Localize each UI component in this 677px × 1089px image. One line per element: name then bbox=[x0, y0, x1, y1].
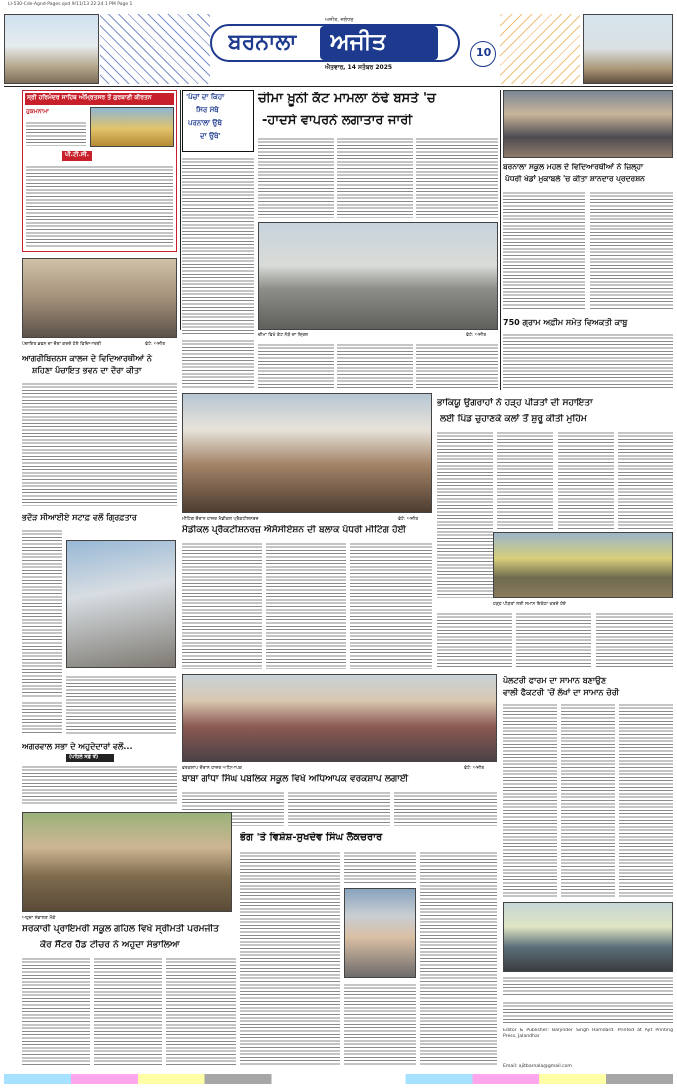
bku-body-7 bbox=[596, 611, 673, 669]
acres-body bbox=[503, 332, 673, 390]
school-body-2 bbox=[590, 190, 673, 310]
school-sports-photo bbox=[503, 90, 673, 158]
footer-notice bbox=[503, 1000, 673, 1024]
school-body-1 bbox=[503, 190, 585, 310]
poultry-photo bbox=[503, 902, 673, 972]
poultry-caption bbox=[503, 975, 673, 995]
baba-gandha-headline: ਬਾਬਾ ਗਾਂਧਾ ਸਿੰਘ ਪਬਲਿਕ ਸਕੂਲ ਵਿਖੇ ਅਧਿਆਪਕ ਵਰਕਸ਼ਾਪ ਲਗਾਈ bbox=[182, 774, 409, 784]
road-photo bbox=[258, 222, 498, 330]
poultry-headline-2: ਵਾਲੀ ਫੈਕਟਰੀ 'ਚੋਂ ਲੱਖਾਂ ਦਾ ਸਾਮਾਨ ਚੋਰੀ bbox=[503, 688, 620, 697]
baba-gandha-body-3 bbox=[394, 790, 497, 826]
bku-body-1 bbox=[437, 430, 493, 598]
page-number: 10 bbox=[476, 47, 492, 59]
bhadaur-photo bbox=[66, 540, 176, 668]
poultry-body-2 bbox=[561, 702, 615, 898]
medical-caption: ਮੀਟਿੰਗ ਦੌਰਾਨ ਹਾਜ਼ਰ ਮੈਡੀਕਲ ਪ੍ਰੈਕਟੀਸ਼ਨਰਜ਼ bbox=[182, 517, 259, 522]
govt-school-body-1 bbox=[22, 956, 90, 1066]
bku-photo bbox=[493, 532, 673, 598]
lead-headline-1: ਚੀਮਾ ਖ਼ੂਨੀ ਕੱਟ ਮਾਮਲਾ ਠੰਢੇ ਬਸਤੇ 'ਚ bbox=[258, 92, 436, 106]
agarwal-headline: ਅਗਰਵਾਲ ਸਭਾ ਦੇ ਅਹੁਦੇਦਾਰਾਂ ਵਲੋਂ... bbox=[22, 742, 133, 751]
center-quote-body bbox=[182, 156, 254, 334]
agribusiness-caption: ਪੰਚਾਇਤ ਭਵਨ ਦਾ ਦੌਰਾ ਕਰਦੇ ਹੋਏ ਵਿਦਿਆਰਥੀ bbox=[22, 342, 102, 347]
gurbani-box-heading: ਸ੍ਰੀ ਹਰਿਮੰਦਰ ਸਾਹਿਬ ਅੰਮ੍ਰਿਤਸਰ ਤੋਂ ਗੁਰਬਾਣੀ ਕੀਰਤਨ bbox=[25, 93, 174, 105]
golden-temple-photo bbox=[90, 107, 174, 147]
school-headline-2: ਪੱਧਰੀ ਖੇਡਾਂ ਮੁਕਾਬਲੇ 'ਚ ਕੀਤਾ ਸ਼ਾਨਦਾਰ ਪ੍ਰਦਰਸ਼ਨ bbox=[505, 175, 645, 183]
masthead-rule bbox=[4, 86, 673, 87]
school-headline-1: ਬਰਨਾਲਾ ਸਕੂਲ ਮਹਲ ਦੇ ਵਿਦਿਆਰਥੀਆਂ ਨੇ ਜ਼ਿਲ੍ਹਾ bbox=[503, 163, 644, 171]
acres-headline: 750 ਗ੍ਰਾਮ ਅਫ਼ੀਮ ਸਮੇਤ ਵਿਅਕਤੀ ਕਾਬੂ bbox=[503, 318, 628, 327]
agribusiness-headline-1: ਆਗਰੀਬਿਜ਼ਨਸ ਕਾਲਜ ਦੇ ਵਿਦਿਆਰਥੀਆਂ ਨੇ bbox=[22, 354, 152, 363]
bku-caption: ਹੜ੍ਹ ਪੀੜਤਾਂ ਲਈ ਸਮਾਨ ਇਕੱਠਾ ਕਰਦੇ ਹੋਏ bbox=[493, 602, 566, 607]
agribusiness-headline-2: ਸ਼ਹਿਣਾ ਪੰਚਾਇਤ ਭਵਨ ਦਾ ਦੌਰਾ ਕੀਤਾ bbox=[32, 366, 142, 375]
gurbani-box-subheading: ਹੁਕਮਨਾਮਾ bbox=[26, 109, 49, 115]
bku-headline-2: ਲਈ ਪਿੰਡ ਚੁਹਾਣਕੇ ਕਲਾਂ ਤੋਂ ਸ਼ੁਰੂ ਕੀਤੀ ਮੁਹਿੰਮ bbox=[440, 414, 587, 424]
footer-imprint: Editor & Publisher: Barjinder Singh Hamdard. Printed at Ajit Printing Press, Jalandhar bbox=[503, 1028, 673, 1040]
bku-body-5 bbox=[437, 611, 512, 669]
lead-body-6 bbox=[416, 342, 498, 388]
lead-body-4 bbox=[258, 342, 334, 388]
workshop-credit: ਫੋਟੋ: ਅਜੀਤ bbox=[464, 766, 485, 771]
medical-headline: ਮੈਡੀਕਲ ਪ੍ਰੈਕਟੀਸ਼ਨਰਜ਼ ਐਸੋਸੀਏਸ਼ਨ ਦੀ ਬਲਾਕ ਪੱਧਰੀ ਮੀਟਿੰਗ ਹੋਈ bbox=[182, 525, 407, 535]
bhadaur-body-left-2 bbox=[22, 700, 62, 734]
bhog-headline: ਭੋਗ 'ਤੇ ਵਿਸ਼ੇਸ਼-ਸੁਖਦੇਵ ਸਿੰਘ ਲੈਕਚਰਾਰ bbox=[240, 832, 383, 843]
gurbani-text bbox=[26, 164, 173, 248]
medical-credit: ਫੋਟੋ: ਅਜੀਤ bbox=[398, 517, 419, 522]
masthead-left-photo bbox=[4, 14, 99, 84]
masthead-pattern-right bbox=[500, 14, 580, 84]
masthead-title-right: ਅਜੀਤ bbox=[330, 29, 387, 55]
masthead-top-note: ਅਜੀਤ, ਜਲੰਧਰ bbox=[325, 17, 354, 23]
masthead-pattern bbox=[100, 14, 210, 84]
lead-body-2 bbox=[337, 136, 413, 218]
govt-school-headline-1: ਸਰਕਾਰੀ ਪ੍ਰਾਇਮਰੀ ਸਕੂਲ ਗਹਿਲ ਵਿਖੇ ਸ੍ਰੀਮਤੀ ਪਰਮਜੀਤ bbox=[22, 924, 219, 934]
govt-school-body-2 bbox=[94, 956, 162, 1066]
print-strip: LI-530-Cde-Agnd-Pages.qxd 9/11/13 22:24 1 PM Page 1 bbox=[8, 2, 133, 7]
center-quote-body-2 bbox=[182, 338, 254, 388]
center-quote-4: ਦਾ ਉਥੇ' bbox=[200, 132, 221, 140]
ptc-badge: ਪੀ.ਟੀ.ਸੀ. bbox=[62, 151, 92, 161]
bottom-strip bbox=[4, 1074, 673, 1084]
govt-school-photo bbox=[22, 812, 232, 912]
bku-body-4 bbox=[618, 430, 673, 530]
road-caption: ਚੀਮਾ ਵਿਖੇ ਕੱਟ ਨੇੜੇ ਦਾ ਦ੍ਰਿਸ਼ bbox=[258, 333, 309, 338]
center-quote-3: ਪਰਨਾਲਾ ਉਥੇ bbox=[188, 119, 222, 127]
govt-school-body-3 bbox=[166, 956, 236, 1066]
bku-body-2 bbox=[497, 430, 553, 530]
bhadaur-body-left bbox=[22, 528, 62, 698]
footer-contact: Email: ajitbarnala@gmail.com bbox=[503, 1064, 572, 1069]
lead-body-3 bbox=[416, 136, 498, 218]
bhadaur-body-bottom bbox=[66, 674, 176, 734]
medical-body-1 bbox=[182, 541, 262, 669]
hukamnama-text bbox=[26, 120, 86, 146]
bku-body-3 bbox=[558, 430, 614, 530]
workshop-caption: ਵਰਕਸ਼ਾਪ ਦੌਰਾਨ ਹਾਜ਼ਰ ਅਧਿਆਪਕ bbox=[182, 766, 243, 771]
col-rule-1 bbox=[180, 90, 181, 330]
bhog-body-1 bbox=[240, 850, 340, 1066]
agribusiness-body bbox=[22, 381, 177, 506]
bku-headline-1: ਭਾਕਿਯੂ ਉਗਰਾਹਾਂ ਨੇ ਹੜ੍ਹ ਪੀੜਤਾਂ ਦੀ ਸਹਾਇਤਾ bbox=[437, 398, 593, 408]
agribusiness-credit: ਫੋਟੋ: ਅਜੀਤ bbox=[145, 342, 166, 347]
workshop-photo bbox=[182, 674, 497, 762]
medical-photo bbox=[182, 393, 432, 513]
govt-school-caption: ਅਹੁਦਾ ਸੰਭਾਲਣ ਮੌਕੇ bbox=[22, 916, 56, 921]
masthead-right-photo bbox=[583, 14, 673, 84]
govt-school-headline-2: ਕੌਰ ਸੈਂਟਰ ਹੈੱਡ ਟੀਚਰ ਨੇ ਅਹੁਦਾ ਸੰਭਾਲਿਆ bbox=[40, 940, 180, 950]
bhog-portrait bbox=[344, 888, 416, 978]
medical-body-3 bbox=[350, 541, 432, 669]
bhadaur-headline: ਭਦੌੜ ਸੀਆਈਏ ਸਟਾਫ਼ ਵਲੋਂ ਗ੍ਰਿਫ਼ਤਾਰ bbox=[22, 513, 137, 522]
poultry-body-3 bbox=[619, 702, 673, 898]
bhog-body-3 bbox=[344, 982, 416, 1066]
medical-body-2 bbox=[266, 541, 346, 669]
center-quote-1: 'ਪੰਚਾਂ ਦਾ ਕਿਹਾ bbox=[186, 93, 225, 101]
agarwal-tag: (ਪਹਿਲੇ ਸਫ਼ੇ ਤੋਂ) bbox=[66, 754, 114, 762]
baba-gandha-body-2 bbox=[288, 790, 390, 826]
agribusiness-photo bbox=[22, 258, 177, 338]
lead-body-5 bbox=[337, 342, 413, 388]
poultry-headline-1: ਪੋਲਟਰੀ ਫਾਰਮ ਦਾ ਸਾਮਾਨ ਬਣਾਉਣ bbox=[503, 676, 607, 685]
masthead-date: ਐਤਵਾਰ, 14 ਸਤੰਬਰ 2025 bbox=[325, 64, 393, 71]
lead-headline-2: -ਹਾਦਸੇ ਵਾਪਰਨੇ ਲਗਾਤਾਰ ਜਾਰੀ bbox=[262, 114, 413, 128]
col-rule-2 bbox=[500, 90, 501, 390]
center-quote-2: ਸਿਰ ਮੱਥੇ bbox=[196, 106, 219, 114]
bhog-body-4 bbox=[420, 850, 497, 1066]
masthead-title-left: ਬਰਨਾਲਾ bbox=[228, 30, 297, 55]
agarwal-body bbox=[22, 764, 177, 804]
lead-body-1 bbox=[258, 136, 334, 218]
road-credit: ਫੋਟੋ: ਅਜੀਤ bbox=[466, 333, 487, 338]
poultry-body-1 bbox=[503, 702, 557, 898]
bhog-body-2 bbox=[344, 850, 416, 884]
bku-body-6 bbox=[516, 611, 591, 669]
